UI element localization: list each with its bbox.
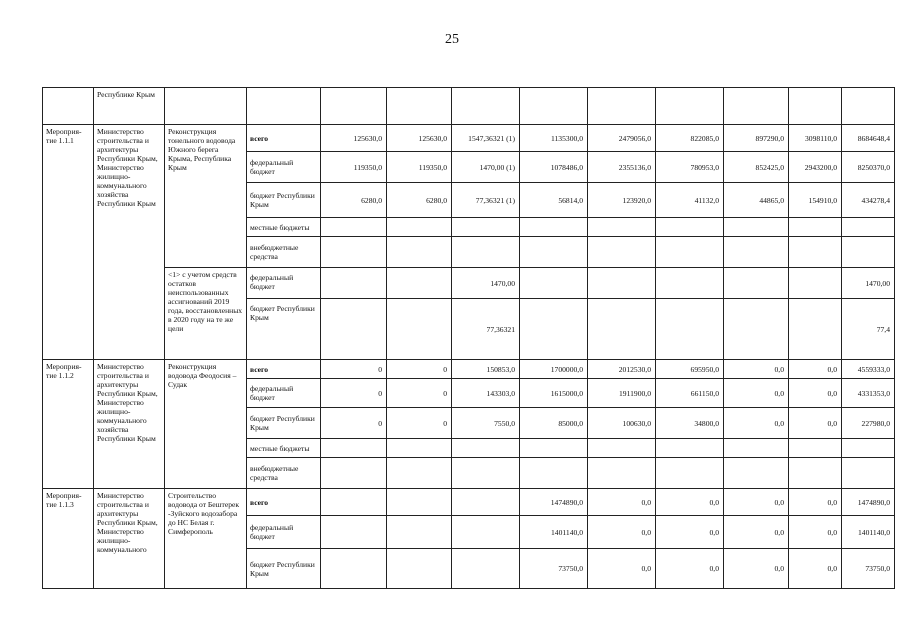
value-cell	[842, 237, 895, 268]
value-cell	[387, 458, 452, 489]
value-cell: 1547,36321 (1)	[452, 125, 520, 152]
value-cell: 0,0	[724, 489, 789, 516]
value-cell	[656, 439, 724, 458]
value-cell	[321, 516, 387, 549]
value-cell: 0,0	[588, 549, 656, 589]
value-cell	[321, 489, 387, 516]
value-cell: 1474890,0	[842, 489, 895, 516]
value-cell: 77,36321	[452, 299, 520, 360]
value-cell	[321, 549, 387, 589]
value-cell: 0,0	[724, 360, 789, 379]
value-cell: 2943200,0	[789, 152, 842, 183]
value-cell	[452, 549, 520, 589]
value-cell: 1700000,0	[520, 360, 588, 379]
value-cell	[520, 439, 588, 458]
value-cell	[452, 237, 520, 268]
source-cell: внебюджетные средства	[247, 237, 321, 268]
value-cell: 0,0	[656, 489, 724, 516]
value-cell	[452, 439, 520, 458]
value-cell	[520, 458, 588, 489]
note-cell: <1> с учетом средств остатков неиспользованных ассигнований 2019 года, восстановленных в 2020 году на те же цели	[165, 268, 247, 360]
value-cell: 852425,0	[724, 152, 789, 183]
value-cell: 125630,0	[321, 125, 387, 152]
value-cell: 0,0	[588, 489, 656, 516]
value-cell	[387, 549, 452, 589]
value-cell: 154910,0	[789, 183, 842, 218]
value-cell: 0,0	[588, 516, 656, 549]
value-cell: 0	[321, 408, 387, 439]
project-cell	[165, 88, 247, 125]
value-cell: 822085,0	[656, 125, 724, 152]
responsible-cell: Министерство строительства и архитектуры Республики Крым, Министерство жилищно-коммунального хозяйства Республики Крым	[94, 360, 165, 489]
source-cell: бюджет Республики Крым	[247, 549, 321, 589]
value-cell	[724, 268, 789, 299]
value-cell	[452, 458, 520, 489]
value-cell	[588, 237, 656, 268]
value-cell	[588, 268, 656, 299]
value-cell	[520, 268, 588, 299]
value-cell	[321, 237, 387, 268]
source-cell: бюджет Республики Крым	[247, 183, 321, 218]
value-cell	[387, 88, 452, 125]
value-cell: 0,0	[656, 516, 724, 549]
value-cell: 661150,0	[656, 379, 724, 408]
table-row	[43, 125, 895, 152]
value-cell	[452, 516, 520, 549]
table-row	[43, 360, 895, 379]
value-cell	[789, 458, 842, 489]
value-cell: 1470,00	[452, 268, 520, 299]
value-cell: 1135300,0	[520, 125, 588, 152]
value-cell	[452, 489, 520, 516]
value-cell: 1401140,0	[842, 516, 895, 549]
value-cell: 1470,00	[842, 268, 895, 299]
value-cell	[724, 439, 789, 458]
value-cell: 1615000,0	[520, 379, 588, 408]
project-cell: Реконструкция тонельного водовода Южного берега Крыма, Республика Крым	[165, 125, 247, 268]
value-cell: 0	[387, 360, 452, 379]
value-cell: 2479056,0	[588, 125, 656, 152]
value-cell: 119350,0	[321, 152, 387, 183]
value-cell: 56814,0	[520, 183, 588, 218]
value-cell: 227980,0	[842, 408, 895, 439]
value-cell	[588, 88, 656, 125]
source-cell: федеральный бюджет	[247, 516, 321, 549]
value-cell: 0,0	[724, 549, 789, 589]
source-cell: всего	[247, 489, 321, 516]
value-cell	[321, 88, 387, 125]
value-cell	[724, 88, 789, 125]
value-cell	[321, 439, 387, 458]
source-cell: местные бюджеты	[247, 218, 321, 237]
value-cell: 85000,0	[520, 408, 588, 439]
funding-table	[42, 87, 895, 589]
value-cell	[387, 268, 452, 299]
value-cell	[321, 268, 387, 299]
measure-id: Мероприя-тие 1.1.2	[43, 360, 94, 489]
value-cell	[321, 299, 387, 360]
value-cell	[789, 88, 842, 125]
table-row	[43, 268, 895, 299]
value-cell: 77,4	[842, 299, 895, 360]
value-cell	[789, 237, 842, 268]
value-cell	[842, 439, 895, 458]
value-cell	[842, 88, 895, 125]
value-cell: 1474890,0	[520, 489, 588, 516]
responsible-cell: Республике Крым	[94, 88, 165, 125]
value-cell: 119350,0	[387, 152, 452, 183]
value-cell: 695950,0	[656, 360, 724, 379]
value-cell: 3098110,0	[789, 125, 842, 152]
value-cell	[656, 237, 724, 268]
value-cell	[656, 218, 724, 237]
value-cell	[789, 439, 842, 458]
value-cell: 6280,0	[321, 183, 387, 218]
value-cell: 150853,0	[452, 360, 520, 379]
value-cell: 1078486,0	[520, 152, 588, 183]
value-cell	[452, 218, 520, 237]
source-cell: федеральный бюджет	[247, 379, 321, 408]
value-cell	[789, 268, 842, 299]
source-cell: федеральный бюджет	[247, 268, 321, 299]
source-cell: бюджет Республики Крым	[247, 408, 321, 439]
value-cell	[387, 299, 452, 360]
project-cell: Строительство водовода от Бештерек -Зуйского водозабора до НС Белая г. Симферополь	[165, 489, 247, 589]
value-cell	[387, 489, 452, 516]
value-cell: 4559333,0	[842, 360, 895, 379]
value-cell	[724, 299, 789, 360]
project-cell: Реконструкция водовода Феодосия – Судак	[165, 360, 247, 489]
value-cell	[724, 218, 789, 237]
value-cell: 0,0	[789, 549, 842, 589]
value-cell	[387, 237, 452, 268]
value-cell: 0	[321, 360, 387, 379]
value-cell: 0,0	[656, 549, 724, 589]
value-cell	[588, 439, 656, 458]
value-cell: 0,0	[789, 379, 842, 408]
value-cell: 434278,4	[842, 183, 895, 218]
value-cell: 125630,0	[387, 125, 452, 152]
source-cell: всего	[247, 360, 321, 379]
source-cell: бюджет Республики Крым	[247, 299, 321, 360]
value-cell	[842, 458, 895, 489]
value-cell: 8684648,4	[842, 125, 895, 152]
value-cell: 0,0	[724, 408, 789, 439]
value-cell	[842, 218, 895, 237]
value-cell: 1911900,0	[588, 379, 656, 408]
value-cell: 0	[387, 408, 452, 439]
value-cell: 73750,0	[842, 549, 895, 589]
value-cell: 41132,0	[656, 183, 724, 218]
value-cell: 73750,0	[520, 549, 588, 589]
source-cell: федеральный бюджет	[247, 152, 321, 183]
value-cell: 0,0	[724, 379, 789, 408]
value-cell	[656, 268, 724, 299]
value-cell: 34800,0	[656, 408, 724, 439]
source-cell: местные бюджеты	[247, 439, 321, 458]
value-cell: 7550,0	[452, 408, 520, 439]
value-cell	[724, 458, 789, 489]
value-cell: 44865,0	[724, 183, 789, 218]
value-cell: 0,0	[724, 516, 789, 549]
value-cell	[656, 299, 724, 360]
value-cell	[321, 218, 387, 237]
value-cell: 1470,00 (1)	[452, 152, 520, 183]
value-cell	[789, 218, 842, 237]
measure-id: Мероприя-тие 1.1.1	[43, 125, 94, 360]
value-cell	[789, 299, 842, 360]
table-row	[43, 88, 895, 125]
responsible-cell: Министерство строительства и архитектуры Республики Крым, Министерство жилищно-коммунального	[94, 489, 165, 589]
value-cell: 4331353,0	[842, 379, 895, 408]
measure-id: Мероприя-тие 1.1.3	[43, 489, 94, 589]
value-cell	[321, 458, 387, 489]
value-cell	[520, 88, 588, 125]
value-cell: 0	[387, 379, 452, 408]
value-cell: 2355136,0	[588, 152, 656, 183]
value-cell	[387, 218, 452, 237]
table-body	[43, 88, 895, 589]
value-cell: 8250370,0	[842, 152, 895, 183]
value-cell: 0	[321, 379, 387, 408]
page-number: 25	[445, 32, 459, 47]
value-cell: 123920,0	[588, 183, 656, 218]
value-cell: 2012530,0	[588, 360, 656, 379]
value-cell: 0,0	[789, 516, 842, 549]
value-cell	[656, 88, 724, 125]
value-cell	[387, 516, 452, 549]
value-cell: 897290,0	[724, 125, 789, 152]
value-cell	[452, 88, 520, 125]
value-cell: 0,0	[789, 408, 842, 439]
value-cell: 0,0	[789, 360, 842, 379]
value-cell	[520, 299, 588, 360]
value-cell: 77,36321 (1)	[452, 183, 520, 218]
source-cell: внебюджетные средства	[247, 458, 321, 489]
source-cell: всего	[247, 125, 321, 152]
value-cell	[520, 218, 588, 237]
value-cell	[588, 299, 656, 360]
value-cell	[724, 237, 789, 268]
value-cell: 0,0	[789, 489, 842, 516]
value-cell: 6280,0	[387, 183, 452, 218]
id-cell	[43, 88, 94, 125]
value-cell	[387, 439, 452, 458]
value-cell	[656, 458, 724, 489]
source-cell	[247, 88, 321, 125]
value-cell: 143303,0	[452, 379, 520, 408]
value-cell	[520, 237, 588, 268]
responsible-cell: Министерство строительства и архитектуры Республики Крым, Министерство жилищно-коммунального хозяйства Республики Крым	[94, 125, 165, 360]
value-cell	[588, 458, 656, 489]
value-cell	[588, 218, 656, 237]
table-row	[43, 489, 895, 516]
value-cell: 1401140,0	[520, 516, 588, 549]
value-cell: 100630,0	[588, 408, 656, 439]
value-cell: 780953,0	[656, 152, 724, 183]
